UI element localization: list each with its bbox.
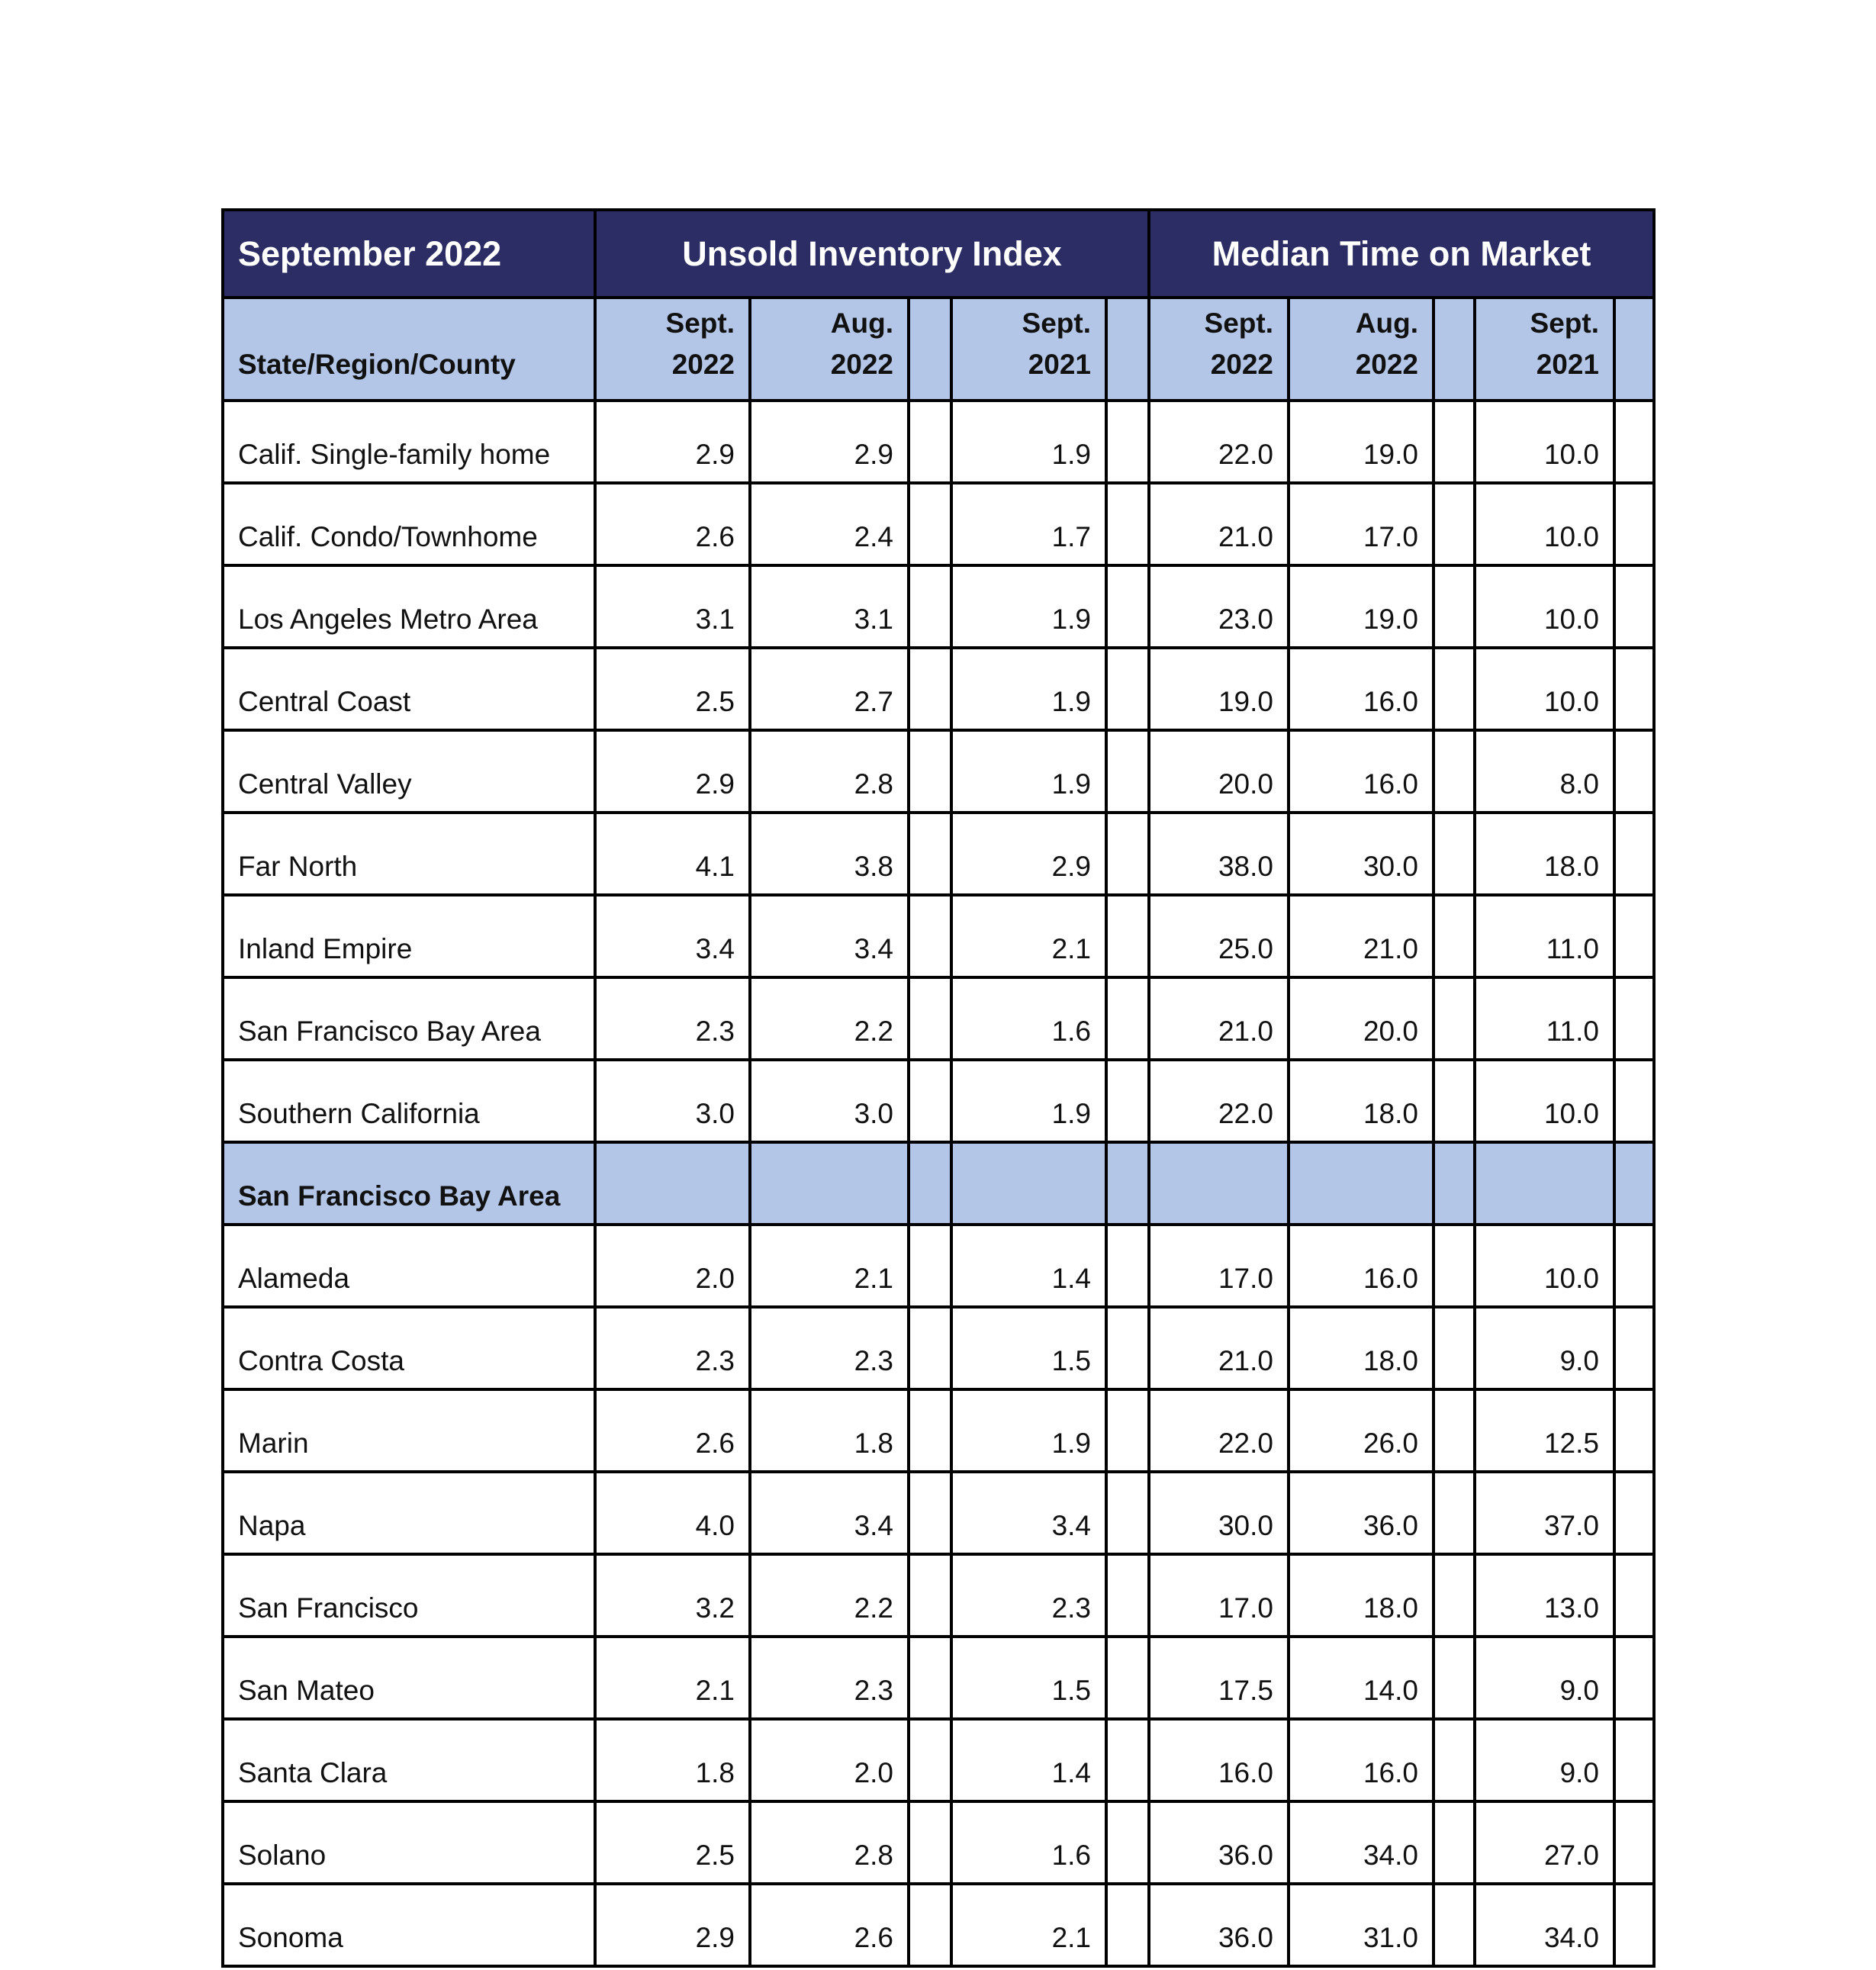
value-cell: 2.7 (750, 648, 909, 730)
value-cell: 4.0 (595, 1472, 750, 1554)
value-cell: 25.0 (1149, 895, 1289, 977)
value-cell: 20.0 (1149, 730, 1289, 813)
value-cell: 2.9 (750, 401, 909, 483)
spacer-cell (1434, 813, 1475, 895)
value-cell: 27.0 (1475, 1801, 1614, 1884)
column-header: Aug. 2022 (1289, 298, 1434, 401)
value-cell: 19.0 (1289, 401, 1434, 483)
value-cell: 21.0 (1149, 483, 1289, 565)
spacer-cell (1106, 1225, 1149, 1307)
column-header: Aug. 2022 (750, 298, 909, 401)
section-empty-cell (595, 1142, 750, 1225)
spacer-cell (1614, 401, 1654, 483)
spacer-cell (909, 1554, 951, 1637)
spacer-cell (909, 977, 951, 1060)
spacer-cell (1106, 565, 1149, 648)
section-empty-cell (1434, 1142, 1475, 1225)
value-cell: 2.1 (595, 1637, 750, 1719)
value-cell: 23.0 (1149, 565, 1289, 648)
value-cell: 1.6 (951, 977, 1106, 1060)
region-name-cell: Los Angeles Metro Area (223, 565, 595, 648)
region-name-cell: Inland Empire (223, 895, 595, 977)
value-cell: 34.0 (1289, 1801, 1434, 1884)
spacer-cell (909, 813, 951, 895)
value-cell: 1.4 (951, 1225, 1106, 1307)
spacer-cell (1106, 1554, 1149, 1637)
spacer-cell (1434, 1060, 1475, 1142)
spacer-cell (1614, 895, 1654, 977)
value-cell: 3.0 (595, 1060, 750, 1142)
value-cell: 2.3 (750, 1637, 909, 1719)
spacer-cell (1106, 1307, 1149, 1389)
value-cell: 1.7 (951, 483, 1106, 565)
spacer-cell (1614, 648, 1654, 730)
value-cell: 10.0 (1475, 401, 1614, 483)
value-cell: 2.1 (750, 1225, 909, 1307)
spacer-cell (1434, 1225, 1475, 1307)
region-name-cell: Contra Costa (223, 1307, 595, 1389)
table-row (223, 1389, 1654, 1472)
value-cell: 2.3 (595, 977, 750, 1060)
value-cell: 16.0 (1289, 1225, 1434, 1307)
value-cell: 10.0 (1475, 648, 1614, 730)
region-name-cell: San Francisco Bay Area (223, 977, 595, 1060)
value-cell: 3.1 (595, 565, 750, 648)
value-cell: 30.0 (1149, 1472, 1289, 1554)
value-cell: 16.0 (1149, 1719, 1289, 1801)
value-cell: 26.0 (1289, 1389, 1434, 1472)
region-name-cell: Calif. Single-family home (223, 401, 595, 483)
value-cell: 8.0 (1475, 730, 1614, 813)
value-cell: 12.5 (1475, 1389, 1614, 1472)
value-cell: 38.0 (1149, 813, 1289, 895)
value-cell: 17.5 (1149, 1637, 1289, 1719)
value-cell: 2.9 (951, 813, 1106, 895)
value-cell: 2.8 (750, 730, 909, 813)
value-cell: 13.0 (1475, 1554, 1614, 1637)
table-row (223, 1472, 1654, 1554)
section-empty-cell (1106, 1142, 1149, 1225)
spacer-cell (909, 1884, 951, 1966)
spacer-cell (1434, 1472, 1475, 1554)
value-cell: 1.4 (951, 1719, 1106, 1801)
column-header: Sept. 2021 (951, 298, 1106, 401)
section-empty-cell (1614, 1142, 1654, 1225)
value-cell: 9.0 (1475, 1307, 1614, 1389)
spacer-cell (1614, 1719, 1654, 1801)
value-cell: 37.0 (1475, 1472, 1614, 1554)
section-label: San Francisco Bay Area (223, 1142, 595, 1225)
spacer-cell (909, 1637, 951, 1719)
region-column-header: State/Region/County (223, 298, 595, 401)
spacer-cell (1434, 1554, 1475, 1637)
value-cell: 20.0 (1289, 977, 1434, 1060)
value-cell: 2.3 (750, 1307, 909, 1389)
unsold-inventory-header: Unsold Inventory Index (595, 210, 1149, 298)
spacer-cell (1434, 1719, 1475, 1801)
value-cell: 2.5 (595, 1801, 750, 1884)
value-cell: 10.0 (1475, 565, 1614, 648)
spacer-cell (909, 1801, 951, 1884)
column-header: Sept. 2022 (595, 298, 750, 401)
value-cell: 10.0 (1475, 1060, 1614, 1142)
spacer-cell (909, 483, 951, 565)
section-empty-cell (1289, 1142, 1434, 1225)
table-row (223, 813, 1654, 895)
spacer-cell (1614, 298, 1654, 401)
value-cell: 3.4 (750, 895, 909, 977)
spacer-cell (1106, 1884, 1149, 1966)
spacer-cell (1614, 1884, 1654, 1966)
spacer-cell (1106, 1389, 1149, 1472)
table-body (223, 401, 1654, 1966)
spacer-cell (1614, 1472, 1654, 1554)
value-cell: 2.9 (595, 1884, 750, 1966)
section-empty-cell (951, 1142, 1106, 1225)
value-cell: 2.0 (750, 1719, 909, 1801)
value-cell: 36.0 (1149, 1801, 1289, 1884)
value-cell: 2.5 (595, 648, 750, 730)
value-cell: 10.0 (1475, 1225, 1614, 1307)
value-cell: 2.8 (750, 1801, 909, 1884)
value-cell: 1.9 (951, 401, 1106, 483)
value-cell: 18.0 (1289, 1307, 1434, 1389)
spacer-cell (1434, 730, 1475, 813)
spacer-cell (1434, 1637, 1475, 1719)
spacer-cell (1106, 401, 1149, 483)
value-cell: 1.5 (951, 1307, 1106, 1389)
table-row (223, 1307, 1654, 1389)
spacer-cell (1106, 1637, 1149, 1719)
value-cell: 2.9 (595, 401, 750, 483)
value-cell: 4.1 (595, 813, 750, 895)
value-cell: 1.9 (951, 730, 1106, 813)
spacer-cell (909, 1225, 951, 1307)
spacer-cell (1106, 648, 1149, 730)
spacer-cell (1614, 483, 1654, 565)
value-cell: 16.0 (1289, 1719, 1434, 1801)
table-row (223, 565, 1654, 648)
spacer-cell (1434, 1389, 1475, 1472)
value-cell: 21.0 (1289, 895, 1434, 977)
table-row (223, 730, 1654, 813)
spacer-cell (1106, 1060, 1149, 1142)
spacer-cell (1106, 1719, 1149, 1801)
value-cell: 2.1 (951, 895, 1106, 977)
value-cell: 2.4 (750, 483, 909, 565)
value-cell: 2.3 (595, 1307, 750, 1389)
value-cell: 1.5 (951, 1637, 1106, 1719)
spacer-cell (1614, 1225, 1654, 1307)
spacer-cell (1434, 1884, 1475, 1966)
spacer-cell (1614, 730, 1654, 813)
spacer-cell (1614, 1060, 1654, 1142)
value-cell: 1.8 (750, 1389, 909, 1472)
spacer-cell (909, 730, 951, 813)
spacer-cell (1106, 1801, 1149, 1884)
value-cell: 21.0 (1149, 1307, 1289, 1389)
table-row (223, 1225, 1654, 1307)
spacer-cell (1106, 730, 1149, 813)
spacer-cell (1614, 1307, 1654, 1389)
column-header: Sept. 2021 (1475, 298, 1614, 401)
value-cell: 3.4 (750, 1472, 909, 1554)
region-name-cell: Sonoma (223, 1884, 595, 1966)
value-cell: 11.0 (1475, 895, 1614, 977)
spacer-cell (909, 1307, 951, 1389)
table-row (223, 1884, 1654, 1966)
spacer-cell (1106, 895, 1149, 977)
value-cell: 1.9 (951, 1060, 1106, 1142)
region-name-cell: Central Coast (223, 648, 595, 730)
region-name-cell: Napa (223, 1472, 595, 1554)
spacer-cell (1614, 977, 1654, 1060)
spacer-cell (1106, 483, 1149, 565)
spacer-cell (1614, 1554, 1654, 1637)
value-cell: 2.6 (750, 1884, 909, 1966)
spacer-cell (909, 401, 951, 483)
column-header: Sept. 2022 (1149, 298, 1289, 401)
value-cell: 11.0 (1475, 977, 1614, 1060)
value-cell: 16.0 (1289, 648, 1434, 730)
section-empty-cell (1475, 1142, 1614, 1225)
region-name-cell: Central Valley (223, 730, 595, 813)
spacer-cell (1614, 565, 1654, 648)
table-row (223, 401, 1654, 483)
value-cell: 1.9 (951, 648, 1106, 730)
value-cell: 2.3 (951, 1554, 1106, 1637)
region-name-cell: Southern California (223, 1060, 595, 1142)
spacer-cell (1434, 298, 1475, 401)
table-row (223, 483, 1654, 565)
spacer-cell (909, 565, 951, 648)
value-cell: 2.2 (750, 977, 909, 1060)
spacer-cell (1434, 1801, 1475, 1884)
value-cell: 2.6 (595, 1389, 750, 1472)
table-row (223, 1719, 1654, 1801)
spacer-cell (1434, 565, 1475, 648)
value-cell: 21.0 (1149, 977, 1289, 1060)
value-cell: 18.0 (1289, 1554, 1434, 1637)
value-cell: 22.0 (1149, 1060, 1289, 1142)
section-header-row (223, 1142, 1654, 1225)
spacer-cell (1434, 401, 1475, 483)
section-empty-cell (750, 1142, 909, 1225)
value-cell: 3.0 (750, 1060, 909, 1142)
spacer-cell (1434, 895, 1475, 977)
spacer-cell (1614, 1389, 1654, 1472)
region-name-cell: Solano (223, 1801, 595, 1884)
spacer-cell (1434, 1307, 1475, 1389)
section-empty-cell (909, 1142, 951, 1225)
median-time-header: Median Time on Market (1149, 210, 1654, 298)
value-cell: 10.0 (1475, 483, 1614, 565)
value-cell: 31.0 (1289, 1884, 1434, 1966)
table-row (223, 648, 1654, 730)
spacer-cell (1614, 1637, 1654, 1719)
value-cell: 17.0 (1289, 483, 1434, 565)
table-row (223, 977, 1654, 1060)
value-cell: 1.9 (951, 565, 1106, 648)
value-cell: 18.0 (1289, 1060, 1434, 1142)
value-cell: 16.0 (1289, 730, 1434, 813)
spacer-cell (909, 648, 951, 730)
spacer-cell (1614, 813, 1654, 895)
value-cell: 22.0 (1149, 1389, 1289, 1472)
region-name-cell: Marin (223, 1389, 595, 1472)
spacer-cell (909, 298, 951, 401)
table-row (223, 1554, 1654, 1637)
spacer-cell (909, 1472, 951, 1554)
region-name-cell: Alameda (223, 1225, 595, 1307)
spacer-cell (909, 1060, 951, 1142)
title-row (223, 210, 1654, 298)
value-cell: 1.8 (595, 1719, 750, 1801)
region-name-cell: Calif. Condo/Townhome (223, 483, 595, 565)
value-cell: 18.0 (1475, 813, 1614, 895)
value-cell: 3.4 (595, 895, 750, 977)
section-empty-cell (1149, 1142, 1289, 1225)
value-cell: 3.8 (750, 813, 909, 895)
table-row (223, 1801, 1654, 1884)
value-cell: 2.1 (951, 1884, 1106, 1966)
spacer-cell (909, 1719, 951, 1801)
value-cell: 30.0 (1289, 813, 1434, 895)
value-cell: 17.0 (1149, 1554, 1289, 1637)
value-cell: 9.0 (1475, 1637, 1614, 1719)
spacer-cell (1614, 1801, 1654, 1884)
spacer-cell (1434, 648, 1475, 730)
value-cell: 34.0 (1475, 1884, 1614, 1966)
value-cell: 9.0 (1475, 1719, 1614, 1801)
region-name-cell: San Francisco (223, 1554, 595, 1637)
table-row (223, 1637, 1654, 1719)
value-cell: 36.0 (1149, 1884, 1289, 1966)
value-cell: 14.0 (1289, 1637, 1434, 1719)
value-cell: 17.0 (1149, 1225, 1289, 1307)
value-cell: 19.0 (1289, 565, 1434, 648)
value-cell: 2.2 (750, 1554, 909, 1637)
table-row (223, 1060, 1654, 1142)
table-row (223, 895, 1654, 977)
value-cell: 2.6 (595, 483, 750, 565)
inventory-table (221, 208, 1656, 1968)
column-header-row (223, 298, 1654, 401)
value-cell: 1.6 (951, 1801, 1106, 1884)
spacer-cell (909, 895, 951, 977)
spacer-cell (1106, 813, 1149, 895)
region-name-cell: Far North (223, 813, 595, 895)
value-cell: 2.9 (595, 730, 750, 813)
spacer-cell (1434, 483, 1475, 565)
value-cell: 22.0 (1149, 401, 1289, 483)
value-cell: 36.0 (1289, 1472, 1434, 1554)
spacer-cell (1106, 977, 1149, 1060)
spacer-cell (909, 1389, 951, 1472)
region-name-cell: San Mateo (223, 1637, 595, 1719)
value-cell: 3.2 (595, 1554, 750, 1637)
value-cell: 19.0 (1149, 648, 1289, 730)
spacer-cell (1434, 977, 1475, 1060)
region-name-cell: Santa Clara (223, 1719, 595, 1801)
table-title: September 2022 (223, 210, 595, 298)
value-cell: 1.9 (951, 1389, 1106, 1472)
value-cell: 3.4 (951, 1472, 1106, 1554)
value-cell: 2.0 (595, 1225, 750, 1307)
spacer-cell (1106, 298, 1149, 401)
value-cell: 3.1 (750, 565, 909, 648)
spacer-cell (1106, 1472, 1149, 1554)
